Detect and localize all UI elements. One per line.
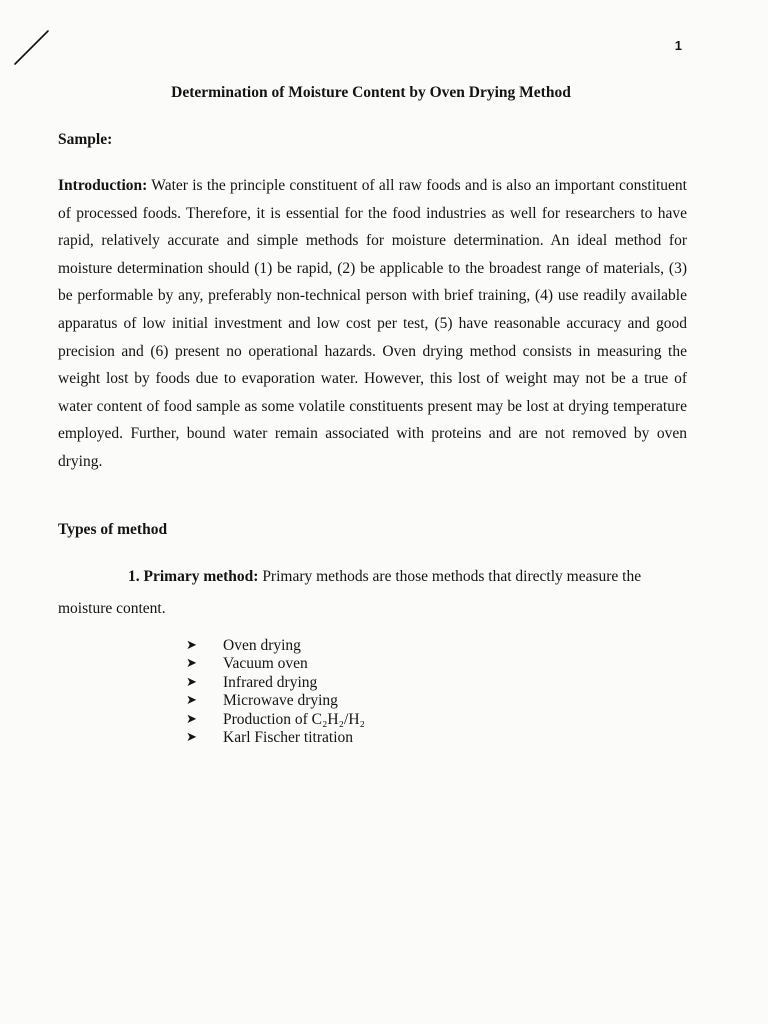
list-item: ➤ Production of C₂H₂/H₂ <box>186 710 365 728</box>
page-number: 1 <box>674 38 682 53</box>
arrowhead-bullet-icon: ➤ <box>186 638 197 653</box>
arrowhead-bullet-icon: ➤ <box>186 674 197 690</box>
sample-label: Sample: <box>58 131 113 148</box>
introduction-text: Water is the principle constituent of all raw foods and is also an important constituent of processed foods. Therefore, it is essential for the food industries as well for researchers to have rapid, relatively accurate and simple methods for moisture determination. An ideal method for moisture determination should (1) be rapid, (2) be applicable to the broadest range of materials, (3) be performable by any, preferably non-technical person with brief training, (4) use readily available apparatus of low initial investment and low cost per test, (5) have reasonable accuracy and good precision and (6) present no operational hazards. Oven drying method consists in measuring the weight lost by foods due to evaporation water. However, this lost of weight may not be a true of water content of food sample as some volatile constituents present may be lost at drying temperature employed. Further, bound water remain associated with proteins and are not removed by oven drying. <box>58 177 687 470</box>
arrowhead-bullet-icon: ➤ <box>186 656 197 672</box>
primary-method-label: 1. Primary method: <box>128 568 259 585</box>
document-title: Determination of Moisture Content by Oven Drying Method <box>171 84 571 101</box>
list-item: ➤ Karl Fischer titration <box>186 728 353 746</box>
list-item: ➤ Vacuum oven <box>186 655 308 673</box>
primary-method-paragraph <box>58 561 687 625</box>
introduction-label: Introduction: <box>58 177 148 194</box>
arrowhead-bullet-icon: ➤ <box>186 711 197 727</box>
primary-method-text: Primary methods are those methods that directly measure the moisture content. <box>58 568 642 617</box>
list-item: ➤ Oven drying <box>186 637 301 654</box>
list-item: ➤ Microwave drying <box>186 692 338 710</box>
types-of-method-heading: Types of method <box>58 521 168 538</box>
introduction-paragraph <box>58 172 687 476</box>
pen-stroke-mark <box>12 28 52 68</box>
primary-methods-list <box>186 637 365 747</box>
arrowhead-bullet-icon: ➤ <box>186 693 197 709</box>
list-item: ➤ Infrared drying <box>186 673 318 691</box>
arrowhead-bullet-icon: ➤ <box>186 729 197 745</box>
